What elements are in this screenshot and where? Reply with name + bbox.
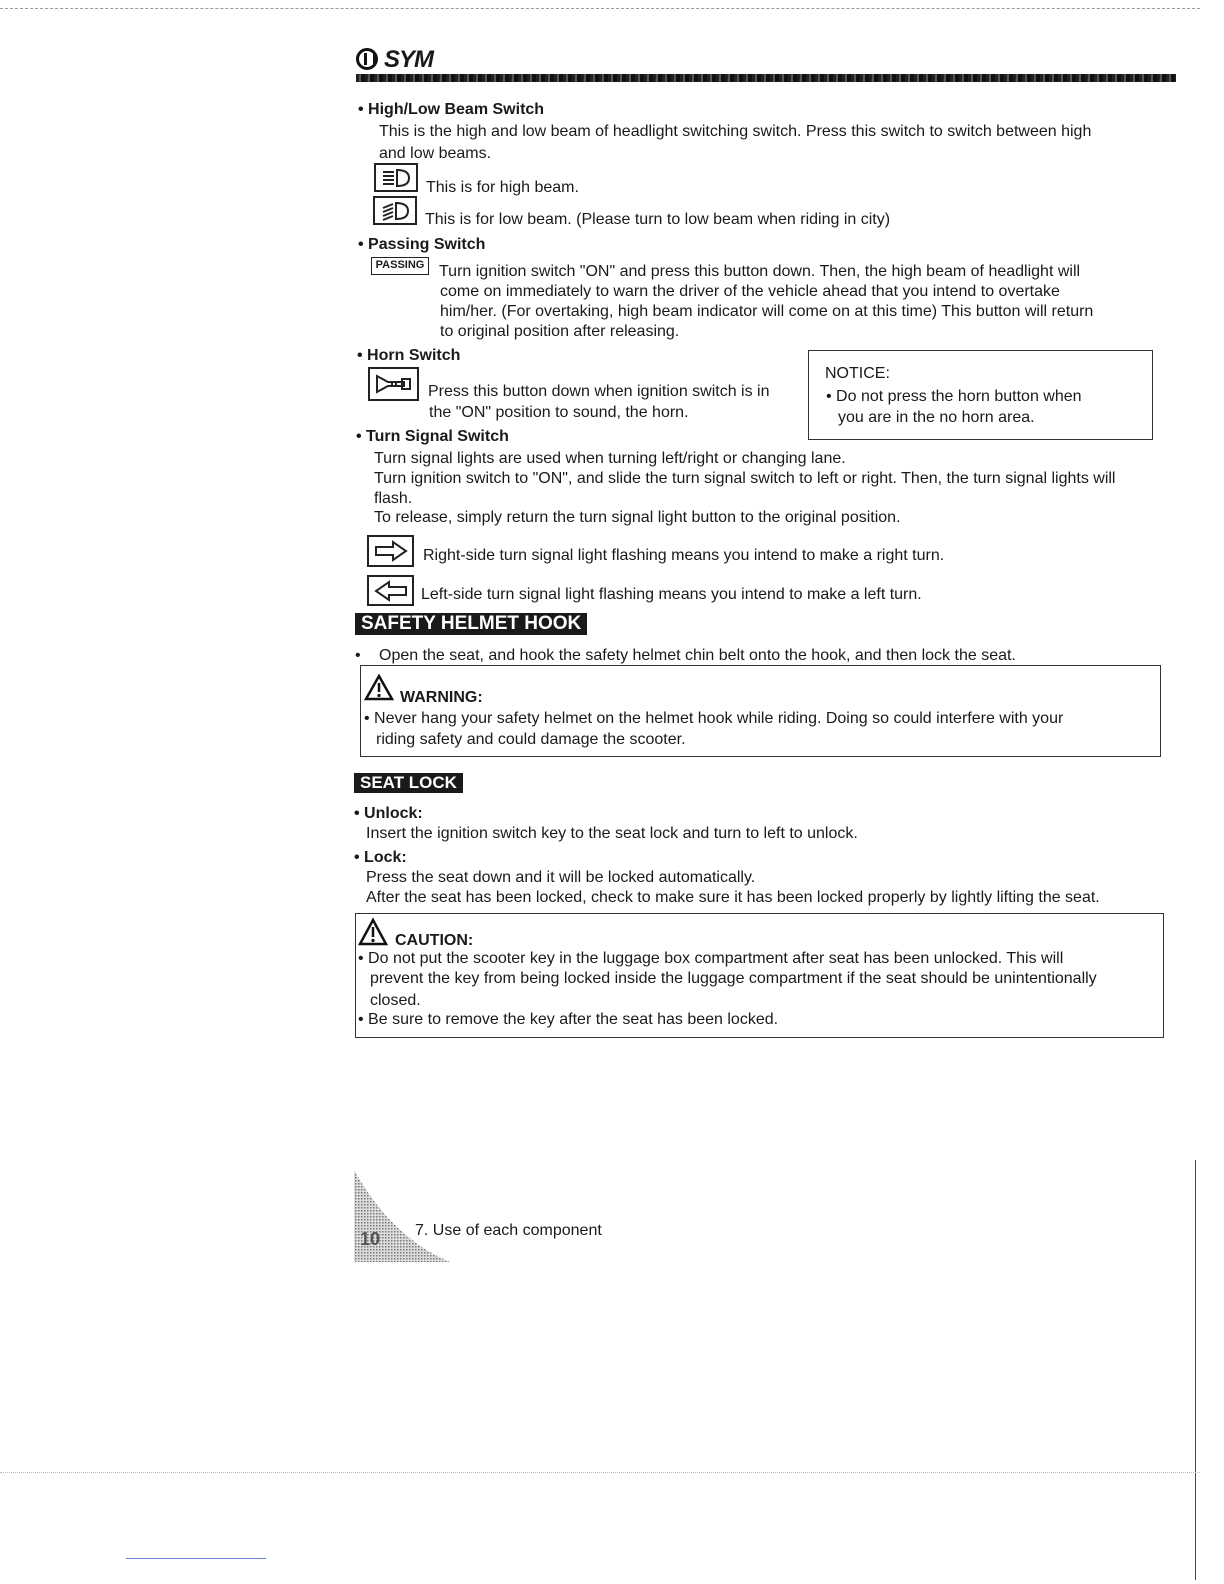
horn-heading: • Horn Switch <box>357 347 461 364</box>
passing-icon: PASSING <box>371 257 429 275</box>
turn-line-4: To release, simply return the turn signal light button to the original position. <box>374 509 901 526</box>
bottom-dotted-line <box>0 1472 1200 1473</box>
caution-line-1: • Do not put the scooter key in the luggage box compartment after seat has been unlocked. This will <box>358 950 1064 967</box>
horn-icon <box>368 367 419 401</box>
turn-line-2: Turn ignition switch to "ON", and slide the turn signal switch to left or right. Then, the turn signal lights will <box>374 470 1116 487</box>
right-arrow-icon <box>367 535 414 567</box>
left-turn-text: Left-side turn signal light flashing means you intend to make a left turn. <box>421 586 922 603</box>
caution-title: CAUTION: <box>395 932 474 949</box>
bottom-blue-line <box>126 1558 266 1559</box>
horn-line-2: the "ON" position to sound, the horn. <box>429 404 689 421</box>
high-beam-text: This is for high beam. <box>426 179 579 196</box>
right-turn-text: Right-side turn signal light flashing means you intend to make a right turn. <box>423 547 945 564</box>
caution-triangle-icon <box>358 917 388 952</box>
high-beam-icon <box>374 163 418 192</box>
notice-line-1: • Do not press the horn button when <box>826 388 1082 405</box>
beam-line-1: This is the high and low beam of headlight switching switch. Press this switch to switch between high <box>379 123 1092 140</box>
left-arrow-icon <box>367 575 414 606</box>
low-beam-text: This is for low beam. (Please turn to low beam when riding in city) <box>425 211 891 228</box>
passing-line-4: to original position after releasing. <box>440 323 680 340</box>
unlock-heading: • Unlock: <box>354 805 423 822</box>
unlock-text: Insert the ignition switch key to the seat lock and turn to left to unlock. <box>366 825 858 842</box>
notice-line-2: you are in the no horn area. <box>838 409 1035 426</box>
passing-line-2: come on immediately to warn the driver of the vehicle ahead that you intend to overtake <box>440 283 1060 300</box>
caution-line-4: • Be sure to remove the key after the seat has been locked. <box>358 1011 779 1028</box>
caution-line-3: closed. <box>370 992 421 1009</box>
beam-heading: • High/Low Beam Switch <box>358 101 545 118</box>
helmet-bullet: • <box>355 647 361 664</box>
turn-heading: • Turn Signal Switch <box>356 428 509 445</box>
right-edge-line <box>1195 1160 1196 1580</box>
header-rule <box>356 74 1176 82</box>
warning-title: WARNING: <box>400 689 483 706</box>
caution-line-2: prevent the key from being locked inside the luggage compartment if the seat should be unintentionally <box>370 970 1097 987</box>
helmet-section-title: SAFETY HELMET HOOK <box>355 613 587 635</box>
passing-line-3: him/her. (For overtaking, high beam indicator will come on at this time) This button will return <box>440 303 1094 320</box>
page-number: 10 <box>360 1229 381 1249</box>
passing-heading: • Passing Switch <box>358 236 486 253</box>
notice-title: NOTICE: <box>825 365 890 382</box>
warning-triangle-icon <box>364 673 394 706</box>
page-corner-tab <box>352 1168 452 1269</box>
top-scan-line <box>0 8 1200 9</box>
brand-name: SYM <box>384 46 434 73</box>
warning-line-2: riding safety and could damage the scooter. <box>376 731 686 748</box>
sym-emblem-icon <box>356 48 378 70</box>
turn-line-3: flash. <box>374 490 413 507</box>
beam-line-2: and low beams. <box>379 145 492 162</box>
low-beam-icon <box>373 196 417 225</box>
turn-line-1: Turn signal lights are used when turning left/right or changing lane. <box>374 450 846 467</box>
chapter-title: 7. Use of each component <box>415 1222 602 1239</box>
lock-text-1: Press the seat down and it will be locked automatically. <box>366 869 756 886</box>
warning-line-1: • Never hang your safety helmet on the helmet hook while riding. Doing so could interfere with your <box>364 710 1064 727</box>
lock-text-2: After the seat has been locked, check to make sure it has been locked properly by lightly lifting the seat. <box>366 889 1100 906</box>
lock-heading: • Lock: <box>354 849 407 866</box>
helmet-text: Open the seat, and hook the safety helmet chin belt onto the hook, and then lock the seat. <box>379 647 1016 664</box>
passing-line-1: Turn ignition switch "ON" and press this button down. Then, the high beam of headlight will <box>439 263 1081 280</box>
seatlock-section-title: SEAT LOCK <box>354 773 463 793</box>
brand-logo <box>356 46 433 74</box>
horn-line-1: Press this button down when ignition switch is in <box>428 383 770 400</box>
